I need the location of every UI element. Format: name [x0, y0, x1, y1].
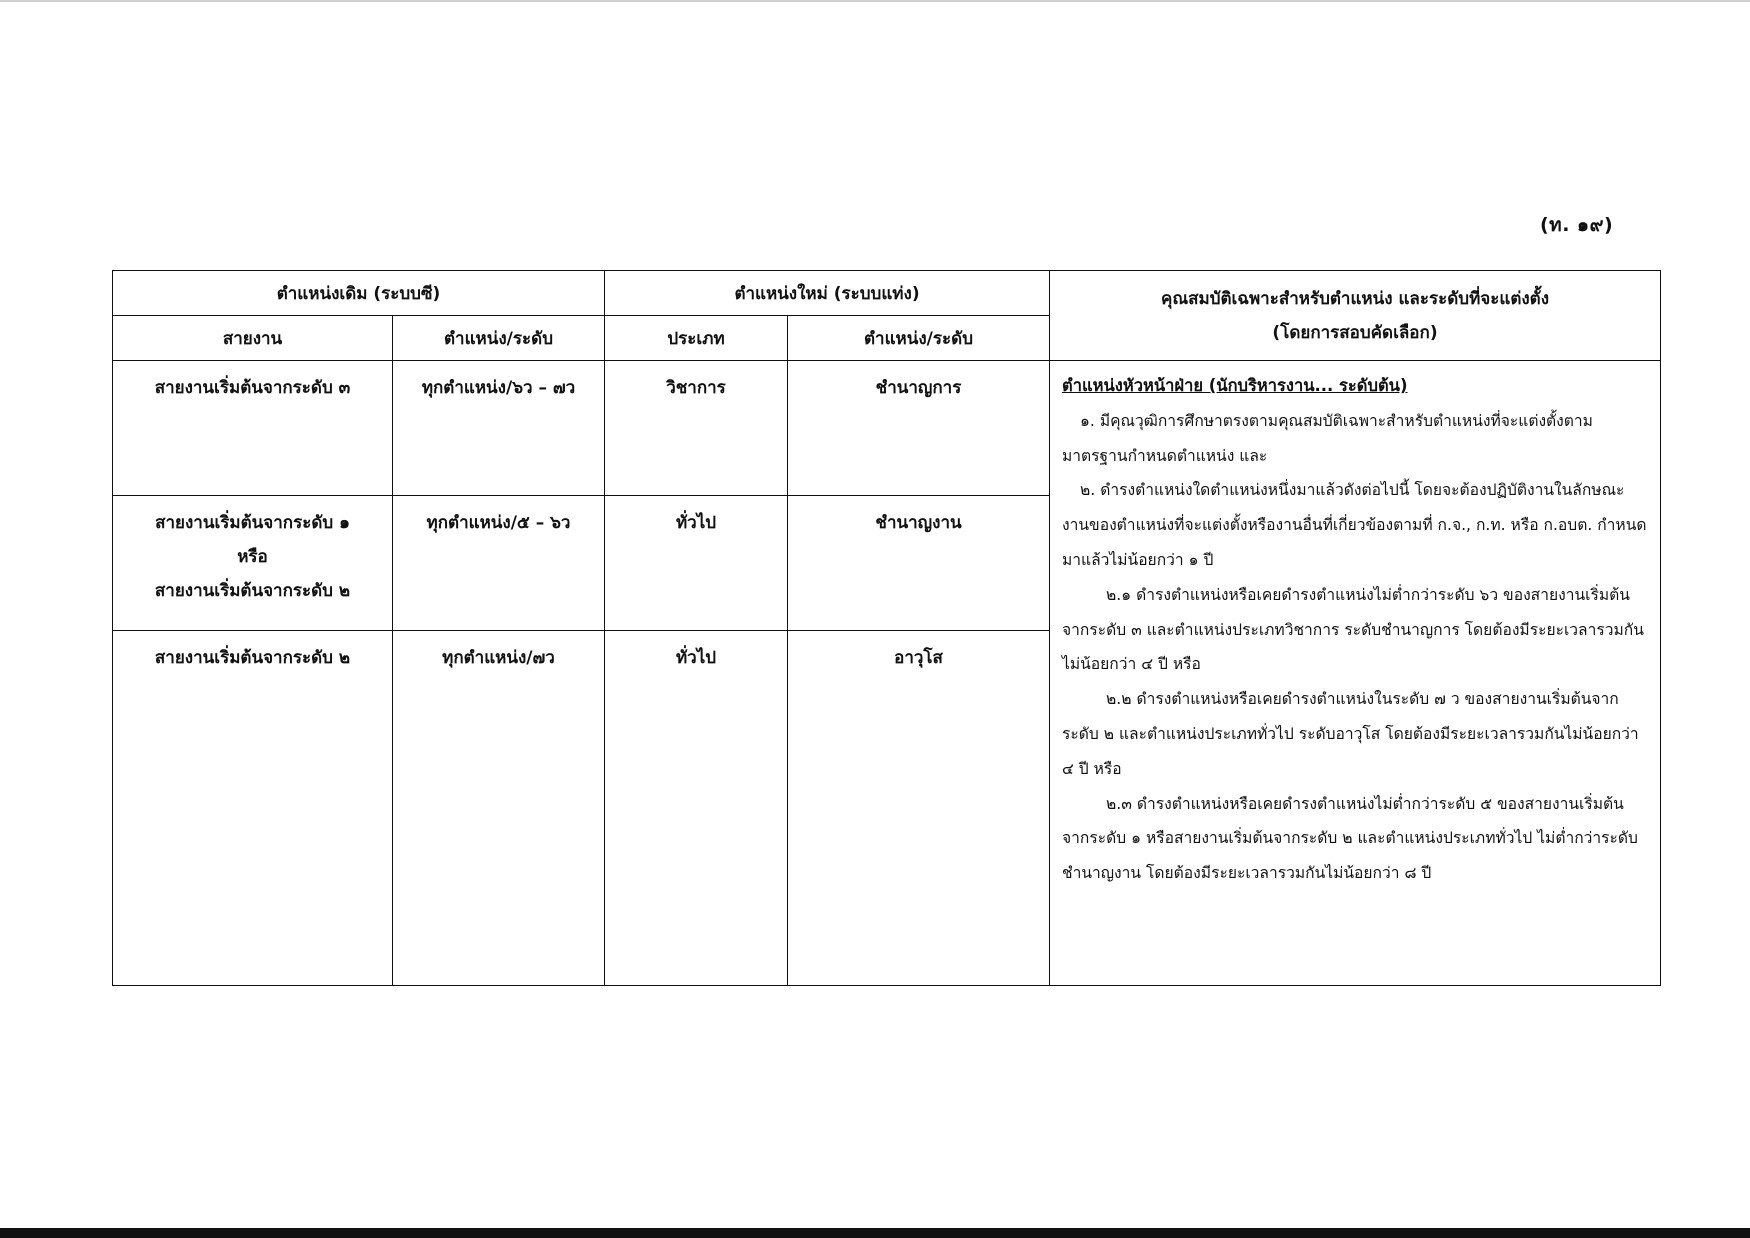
- header-qualification: [1050, 271, 1661, 361]
- new-position-cell: ชำนาญการ: [788, 361, 1050, 496]
- line-cell: [113, 496, 393, 631]
- type-cell: ทั่วไป: [605, 496, 788, 631]
- new-position-cell: อาวุโส: [788, 631, 1050, 986]
- qualification-table: [112, 270, 1661, 986]
- qualification-item-2-2: ๒.๒ ดำรงตำแหน่งหรือเคยดำรงตำแหน่งในระดับ ๗ ว ของสายงานเริ่มต้นจากระดับ ๒ และตำแหน่งประเภททั่วไป ระดับอาวุโส โดยต้องมีระยะเวลารวมกันไม่น้อยกว่า ๔ ปี หรือ: [1062, 690, 1639, 778]
- old-position-cell: ทุกตำแหน่ง/๗ว: [393, 631, 605, 986]
- line-text-or: หรือ: [237, 547, 268, 567]
- top-edge-rule: [0, 0, 1750, 2]
- header-old-group: ตำแหน่งเดิม (ระบบซี): [113, 271, 605, 316]
- header-col-old-position: ตำแหน่ง/ระดับ: [393, 316, 605, 361]
- line-cell: [113, 631, 393, 986]
- header-col-type: ประเภท: [605, 316, 788, 361]
- qualification-cell: [1050, 361, 1661, 986]
- header-new-group: ตำแหน่งใหม่ (ระบบแท่ง): [605, 271, 1050, 316]
- header-col-new-position: ตำแหน่ง/ระดับ: [788, 316, 1050, 361]
- qualification-item-1: ๑. มีคุณวุฒิการศึกษาตรงตามคุณสมบัติเฉพาะสำหรับตำแหน่งที่จะแต่งตั้งตามมาตรฐานกำหนดตำแหน่ง และ: [1062, 411, 1593, 465]
- header-col-line: สายงาน: [113, 316, 393, 361]
- table-row: [113, 361, 1661, 496]
- qualification-item-2-3: ๒.๓ ดำรงตำแหน่งหรือเคยดำรงตำแหน่งไม่ต่ำกว่าระดับ ๕ ของสายงานเริ่มต้นจากระดับ ๑ หรือสายงานเริ่มต้นจากระดับ ๒ และตำแหน่งประเภททั่วไป ไม่ต่ำกว่าระดับชำนาญงาน โดยต้องมีระยะเวลารวมกันไม่น้อยกว่า ๘ ปี: [1062, 794, 1638, 883]
- page-code: (ท. ๑๙): [1540, 214, 1614, 236]
- bottom-edge-bar: [0, 1228, 1750, 1238]
- line-cell: [113, 361, 393, 496]
- header-row-1: [113, 271, 1661, 316]
- type-cell: วิชาการ: [605, 361, 788, 496]
- qualification-item-2: ๒. ดำรงตำแหน่งใดตำแหน่งหนึ่งมาแล้วดังต่อไปนี้ โดยจะต้องปฏิบัติงานในลักษณะงานของตำแหน่งที่จะแต่งตั้งหรืองานอื่นที่เกี่ยวข้องตามที่ ก.จ., ก.ท. หรือ ก.อบต. กำหนด มาแล้วไม่น้อยกว่า ๑ ปี: [1062, 481, 1647, 569]
- header-qualification-line2: (โดยการสอบคัดเลือก): [1272, 322, 1438, 343]
- header-qualification-line1: คุณสมบัติเฉพาะสำหรับตำแหน่ง และระดับที่จะแต่งตั้ง: [1161, 288, 1550, 309]
- line-text: สายงานเริ่มต้นจากระดับ ๑: [155, 513, 350, 533]
- new-position-cell: ชำนาญงาน: [788, 496, 1050, 631]
- old-position-cell: ทุกตำแหน่ง/๖ว – ๗ว: [393, 361, 605, 496]
- line-text: สายงานเริ่มต้นจากระดับ ๒: [154, 648, 351, 668]
- type-cell: ทั่วไป: [605, 631, 788, 986]
- qualification-title: ตำแหน่งหัวหน้าฝ่าย (นักบริหารงาน... ระดับต้น): [1062, 376, 1408, 395]
- qualification-item-2-1: ๒.๑ ดำรงตำแหน่งหรือเคยดำรงตำแหน่งไม่ต่ำกว่าระดับ ๖ว ของสายงานเริ่มต้นจากระดับ ๓ และตำแหน่งประเภทวิชาการ ระดับชำนาญการ โดยต้องมีระยะเวลารวมกันไม่น้อยกว่า ๔ ปี หรือ: [1062, 585, 1644, 674]
- line-text: สายงานเริ่มต้นจากระดับ ๒: [154, 581, 351, 601]
- line-text: สายงานเริ่มต้นจากระดับ ๓: [154, 378, 351, 398]
- old-position-cell: ทุกตำแหน่ง/๕ – ๖ว: [393, 496, 605, 631]
